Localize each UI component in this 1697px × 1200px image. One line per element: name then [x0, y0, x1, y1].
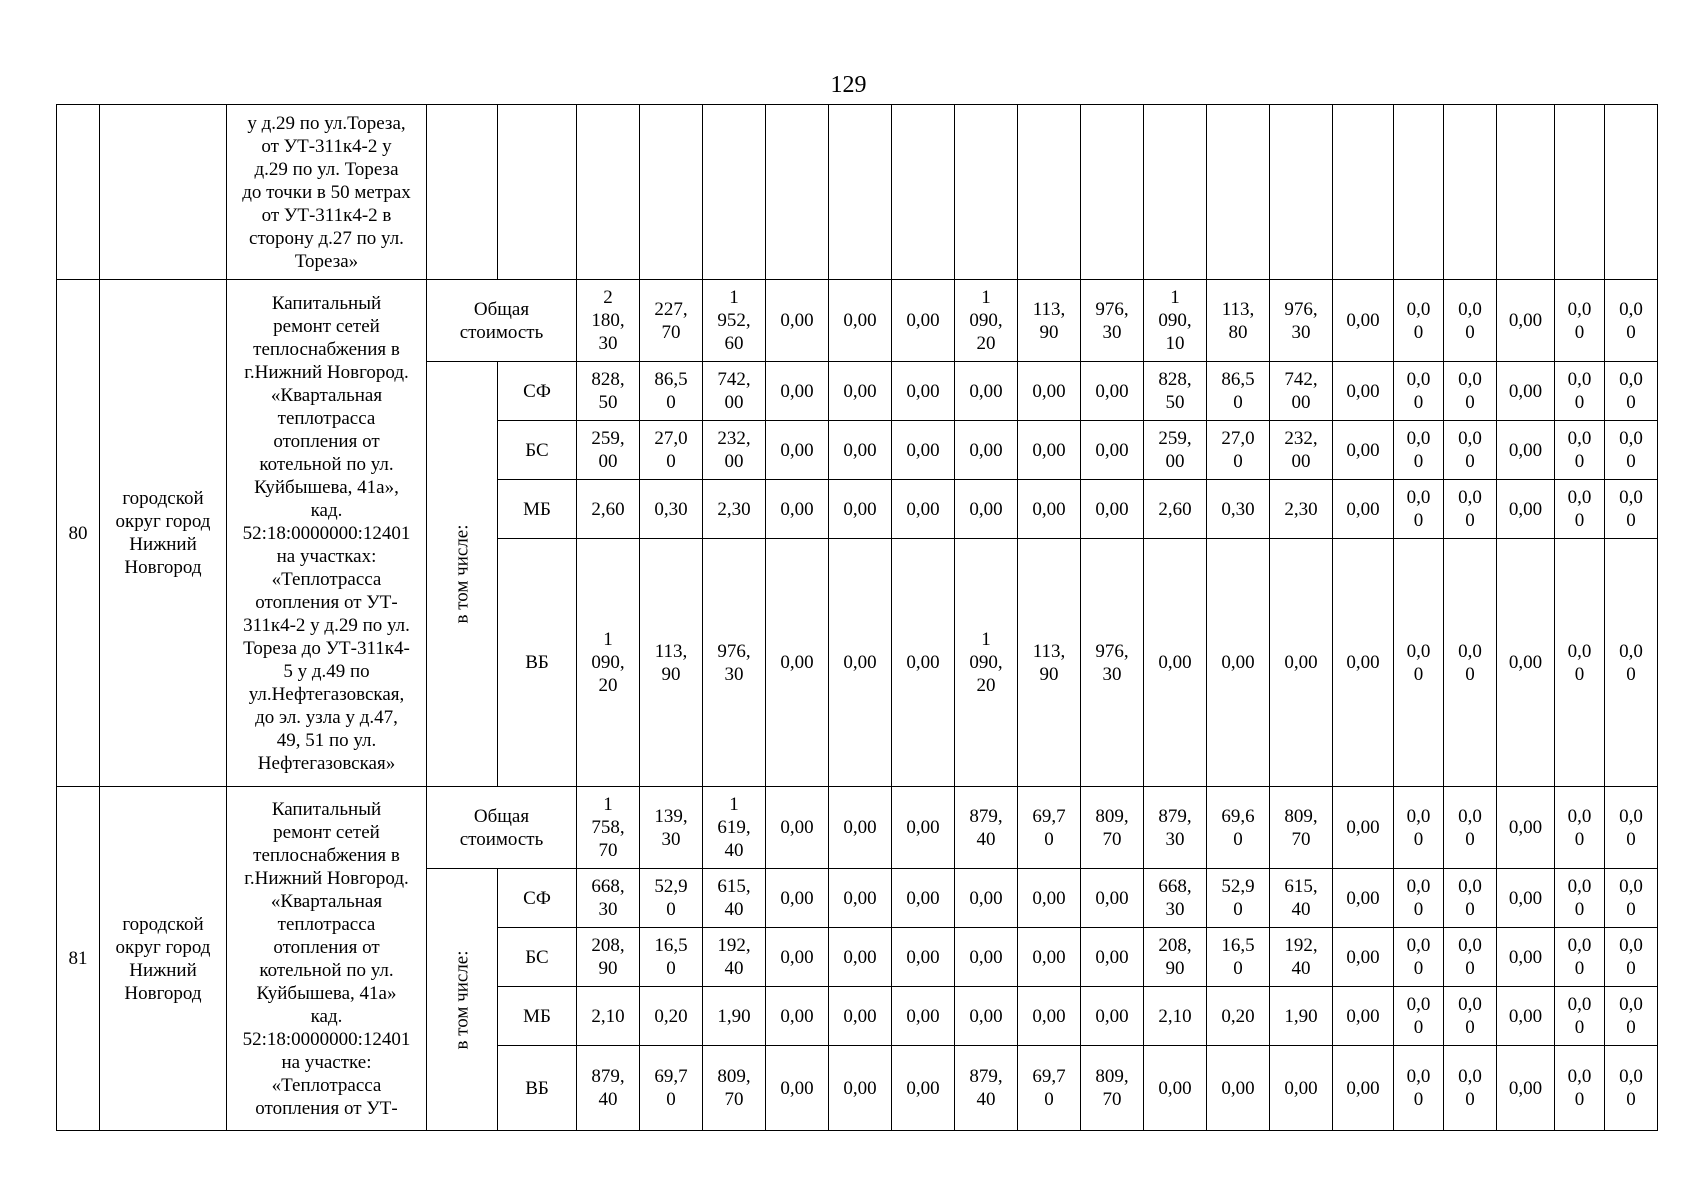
value-cell: 1 090, 20 — [577, 539, 640, 787]
value-cell: 0,0 0 — [1555, 421, 1605, 480]
value-cell: 27,0 0 — [640, 421, 703, 480]
value-cell — [577, 105, 640, 280]
value-cell: 0,00 — [1497, 787, 1555, 869]
value-cell: 0,00 — [892, 280, 955, 362]
value-cell: 69,7 0 — [1018, 1046, 1081, 1131]
value-cell: 0,00 — [1497, 987, 1555, 1046]
value-cell: 0,0 0 — [1394, 987, 1444, 1046]
budget-table — [56, 104, 1658, 1131]
value-cell: 0,00 — [1270, 1046, 1333, 1131]
value-cell: 0,0 0 — [1444, 869, 1497, 928]
value-cell: 0,00 — [892, 869, 955, 928]
value-cell — [1270, 105, 1333, 280]
value-cell: 0,0 0 — [1605, 928, 1658, 987]
value-cell — [1207, 105, 1270, 280]
value-cell: 0,00 — [766, 539, 829, 787]
value-cell — [1081, 105, 1144, 280]
value-cell: 259, 00 — [577, 421, 640, 480]
value-cell: 0,0 0 — [1605, 987, 1658, 1046]
continuation-row — [57, 105, 1658, 280]
value-cell: 0,0 0 — [1605, 480, 1658, 539]
value-cell — [1144, 105, 1207, 280]
value-cell: 0,0 0 — [1555, 987, 1605, 1046]
value-cell: 0,0 0 — [1444, 539, 1497, 787]
value-cell: 0,00 — [955, 869, 1018, 928]
value-cell: 1,90 — [703, 987, 766, 1046]
number-cell — [57, 105, 100, 280]
value-cell: 0,0 0 — [1605, 280, 1658, 362]
value-cell: 879, 40 — [955, 1046, 1018, 1131]
value-cell: 2,10 — [1144, 987, 1207, 1046]
value-cell: 0,00 — [1497, 480, 1555, 539]
value-cell: 0,0 0 — [1555, 539, 1605, 787]
value-cell — [829, 105, 892, 280]
value-cell: 0,00 — [1497, 421, 1555, 480]
value-cell: 0,0 0 — [1555, 280, 1605, 362]
value-cell: 0,00 — [892, 362, 955, 421]
value-cell — [1555, 105, 1605, 280]
value-cell: 227, 70 — [640, 280, 703, 362]
value-cell: 0,00 — [892, 480, 955, 539]
value-cell: 0,30 — [1207, 480, 1270, 539]
funding-source-label: БС — [498, 421, 577, 480]
value-cell: 879, 40 — [577, 1046, 640, 1131]
value-cell: 0,0 0 — [1444, 928, 1497, 987]
value-cell: 232, 00 — [703, 421, 766, 480]
value-cell: 0,00 — [1497, 539, 1555, 787]
value-cell: 1 090, 20 — [955, 539, 1018, 787]
value-cell: 0,00 — [955, 480, 1018, 539]
value-cell: 0,0 0 — [1605, 869, 1658, 928]
value-cell: 0,00 — [1333, 928, 1394, 987]
value-cell: 0,00 — [1018, 480, 1081, 539]
value-cell: 0,00 — [955, 362, 1018, 421]
value-cell: 809, 70 — [1270, 787, 1333, 869]
value-cell: 0,00 — [1018, 928, 1081, 987]
page-number: 129 — [830, 72, 867, 98]
value-cell — [1605, 105, 1658, 280]
value-cell: 0,0 0 — [1555, 362, 1605, 421]
value-cell: 0,00 — [1270, 539, 1333, 787]
value-cell — [955, 105, 1018, 280]
value-cell: 0,0 0 — [1444, 987, 1497, 1046]
value-cell: 27,0 0 — [1207, 421, 1270, 480]
value-cell: 879, 30 — [1144, 787, 1207, 869]
value-cell: 0,00 — [1333, 362, 1394, 421]
value-cell: 0,0 0 — [1555, 1046, 1605, 1131]
value-cell: 668, 30 — [577, 869, 640, 928]
value-cell: 0,00 — [1144, 1046, 1207, 1131]
value-cell: 0,0 0 — [1444, 421, 1497, 480]
value-cell: 0,0 0 — [1555, 928, 1605, 987]
value-cell: 0,00 — [829, 787, 892, 869]
value-cell: 86,5 0 — [640, 362, 703, 421]
value-cell: 0,00 — [829, 421, 892, 480]
value-cell: 828, 50 — [577, 362, 640, 421]
value-cell: 2,30 — [1270, 480, 1333, 539]
value-cell: 0,00 — [829, 280, 892, 362]
value-cell: 0,0 0 — [1605, 787, 1658, 869]
value-cell: 0,00 — [1497, 869, 1555, 928]
label-cell — [427, 105, 498, 280]
value-cell: 0,00 — [892, 928, 955, 987]
value-cell — [1497, 105, 1555, 280]
value-cell: 0,00 — [766, 280, 829, 362]
value-cell: 52,9 0 — [640, 869, 703, 928]
municipality-name: городской округ город Нижний Новгород — [100, 787, 227, 1131]
value-cell: 1,90 — [1270, 987, 1333, 1046]
value-cell: 1 758, 70 — [577, 787, 640, 869]
value-cell: 0,00 — [1207, 1046, 1270, 1131]
value-cell: 0,00 — [1497, 1046, 1555, 1131]
value-cell: 0,0 0 — [1555, 480, 1605, 539]
value-cell: 0,00 — [1333, 787, 1394, 869]
value-cell: 0,20 — [1207, 987, 1270, 1046]
value-cell: 113, 90 — [640, 539, 703, 787]
value-cell: 742, 00 — [1270, 362, 1333, 421]
value-cell — [766, 105, 829, 280]
entry-number: 80 — [57, 280, 100, 787]
funding-source-label: ВБ — [498, 539, 577, 787]
value-cell: 0,0 0 — [1444, 362, 1497, 421]
value-cell: 0,0 0 — [1394, 480, 1444, 539]
value-cell — [892, 105, 955, 280]
value-cell: 0,30 — [640, 480, 703, 539]
value-cell: 0,00 — [766, 362, 829, 421]
value-cell: 69,7 0 — [1018, 787, 1081, 869]
description-cell: у д.29 по ул.Тореза, от УТ-311к4-2 у д.29 по ул. Тореза до точки в 50 метрах от УТ-311к4-2 в сторону д.27 по ул. Тореза» — [227, 105, 427, 280]
project-description: Капитальный ремонт сетей теплоснабжения в г.Нижний Новгород. «Квартальная теплотрасса отопления от котельной по ул. Куйбышева, 41а» кад. 52:18:0000000:12401 на участке: «Теплотрасса отопления от УТ- — [227, 787, 427, 1131]
value-cell: 0,00 — [1081, 928, 1144, 987]
value-cell: 16,5 0 — [640, 928, 703, 987]
value-cell: 0,00 — [892, 421, 955, 480]
including-label-cell — [427, 869, 498, 1131]
funding-source-label: СФ — [498, 869, 577, 928]
value-cell: 1 090, 10 — [1144, 280, 1207, 362]
value-cell: 0,00 — [1081, 869, 1144, 928]
value-cell: 0,00 — [1018, 869, 1081, 928]
value-cell: 0,0 0 — [1605, 1046, 1658, 1131]
value-cell: 0,0 0 — [1605, 421, 1658, 480]
value-cell: 0,00 — [766, 421, 829, 480]
value-cell: 809, 70 — [703, 1046, 766, 1131]
value-cell: 0,00 — [766, 987, 829, 1046]
value-cell: 2 180, 30 — [577, 280, 640, 362]
value-cell: 0,0 0 — [1394, 421, 1444, 480]
value-cell: 192, 40 — [703, 928, 766, 987]
value-cell: 0,00 — [1081, 421, 1144, 480]
value-cell: 0,0 0 — [1394, 869, 1444, 928]
value-cell: 113, 90 — [1018, 280, 1081, 362]
entry-number: 81 — [57, 787, 100, 1131]
value-cell: 0,00 — [766, 480, 829, 539]
funding-source-label: МБ — [498, 987, 577, 1046]
value-cell: 0,00 — [829, 869, 892, 928]
value-cell: 1 952, 60 — [703, 280, 766, 362]
value-cell: 0,0 0 — [1394, 1046, 1444, 1131]
value-cell: 2,10 — [577, 987, 640, 1046]
total-label: Общая стоимость — [427, 280, 577, 362]
value-cell: 69,6 0 — [1207, 787, 1270, 869]
value-cell: 0,00 — [829, 539, 892, 787]
value-cell: 0,00 — [1018, 362, 1081, 421]
value-cell: 0,00 — [766, 787, 829, 869]
value-cell: 0,00 — [892, 987, 955, 1046]
value-cell: 0,00 — [1333, 421, 1394, 480]
value-cell — [1394, 105, 1444, 280]
value-cell: 976, 30 — [1270, 280, 1333, 362]
value-cell: 879, 40 — [955, 787, 1018, 869]
value-cell: 0,00 — [1333, 480, 1394, 539]
value-cell: 615, 40 — [1270, 869, 1333, 928]
including-label: в том числе: — [451, 524, 473, 624]
value-cell: 0,0 0 — [1555, 787, 1605, 869]
value-cell: 0,00 — [1207, 539, 1270, 787]
value-cell: 16,5 0 — [1207, 928, 1270, 987]
value-cell: 2,60 — [577, 480, 640, 539]
value-cell: 2,60 — [1144, 480, 1207, 539]
value-cell: 809, 70 — [1081, 1046, 1144, 1131]
table-body — [57, 105, 1658, 1131]
including-label-cell — [427, 362, 498, 787]
value-cell: 0,00 — [1497, 362, 1555, 421]
value-cell — [1018, 105, 1081, 280]
value-cell: 208, 90 — [577, 928, 640, 987]
funding-source-label: ВБ — [498, 1046, 577, 1131]
value-cell: 2,30 — [703, 480, 766, 539]
value-cell: 0,0 0 — [1394, 280, 1444, 362]
value-cell: 0,00 — [1333, 539, 1394, 787]
value-cell: 0,00 — [829, 1046, 892, 1131]
value-cell: 0,0 0 — [1394, 928, 1444, 987]
value-cell: 0,0 0 — [1394, 362, 1444, 421]
value-cell — [498, 105, 577, 280]
value-cell: 0,0 0 — [1444, 787, 1497, 869]
value-cell: 113, 90 — [1018, 539, 1081, 787]
value-cell: 232, 00 — [1270, 421, 1333, 480]
value-cell: 0,00 — [1333, 280, 1394, 362]
value-cell: 1 619, 40 — [703, 787, 766, 869]
value-cell: 0,00 — [1144, 539, 1207, 787]
value-cell: 139, 30 — [640, 787, 703, 869]
value-cell: 0,00 — [1333, 987, 1394, 1046]
municipality-name: городской округ город Нижний Новгород — [100, 280, 227, 787]
funding-source-label: БС — [498, 928, 577, 987]
value-cell: 0,20 — [640, 987, 703, 1046]
value-cell: 668, 30 — [1144, 869, 1207, 928]
value-cell: 0,0 0 — [1605, 362, 1658, 421]
value-cell: 52,9 0 — [1207, 869, 1270, 928]
value-cell: 0,00 — [1497, 928, 1555, 987]
value-cell: 976, 30 — [1081, 280, 1144, 362]
value-cell: 0,00 — [829, 928, 892, 987]
funding-source-label: МБ — [498, 480, 577, 539]
value-cell: 0,00 — [1333, 869, 1394, 928]
value-cell: 0,00 — [829, 362, 892, 421]
value-cell: 0,00 — [955, 421, 1018, 480]
value-cell — [640, 105, 703, 280]
value-cell: 192, 40 — [1270, 928, 1333, 987]
value-cell: 1 090, 20 — [955, 280, 1018, 362]
value-cell: 0,0 0 — [1555, 869, 1605, 928]
value-cell: 0,00 — [1081, 987, 1144, 1046]
value-cell: 0,0 0 — [1605, 539, 1658, 787]
value-cell: 259, 00 — [1144, 421, 1207, 480]
value-cell: 976, 30 — [703, 539, 766, 787]
value-cell — [1444, 105, 1497, 280]
including-label: в том числе: — [451, 949, 473, 1050]
value-cell: 742, 00 — [703, 362, 766, 421]
value-cell: 69,7 0 — [640, 1046, 703, 1131]
value-cell: 86,5 0 — [1207, 362, 1270, 421]
value-cell: 615, 40 — [703, 869, 766, 928]
value-cell: 0,00 — [892, 787, 955, 869]
value-cell: 0,00 — [955, 928, 1018, 987]
value-cell: 113, 80 — [1207, 280, 1270, 362]
value-cell: 0,0 0 — [1444, 480, 1497, 539]
value-cell: 0,0 0 — [1444, 280, 1497, 362]
value-cell: 0,00 — [829, 480, 892, 539]
value-cell: 0,00 — [1333, 1046, 1394, 1131]
value-cell: 0,00 — [766, 1046, 829, 1131]
value-cell: 0,00 — [892, 1046, 955, 1131]
value-cell — [703, 105, 766, 280]
value-cell: 0,00 — [1081, 362, 1144, 421]
value-cell: 0,0 0 — [1444, 1046, 1497, 1131]
value-cell: 0,0 0 — [1394, 539, 1444, 787]
value-cell: 0,00 — [766, 869, 829, 928]
value-cell: 0,0 0 — [1394, 787, 1444, 869]
value-cell: 208, 90 — [1144, 928, 1207, 987]
value-cell: 0,00 — [1018, 421, 1081, 480]
value-cell: 0,00 — [955, 987, 1018, 1046]
project-description: Капитальный ремонт сетей теплоснабжения в г.Нижний Новгород. «Квартальная теплотрасса отопления от котельной по ул. Куйбышева, 41а», кад. 52:18:0000000:12401 на участках: «Теплотрасса отопления от УТ- 311к4-2 у д.29 по ул. Тореза до УТ-311к4- 5 у д.49 по ул.Нефтегазовская, до эл. узла у д.47, 49, 51 по ул. Нефтегазовская» — [227, 280, 427, 787]
value-cell: 828, 50 — [1144, 362, 1207, 421]
value-cell: 0,00 — [766, 928, 829, 987]
value-cell: 0,00 — [829, 987, 892, 1046]
value-cell: 0,00 — [1081, 480, 1144, 539]
value-cell — [1333, 105, 1394, 280]
funding-source-label: СФ — [498, 362, 577, 421]
municipality-cell — [100, 105, 227, 280]
value-cell: 0,00 — [892, 539, 955, 787]
value-cell: 809, 70 — [1081, 787, 1144, 869]
value-cell: 0,00 — [1497, 280, 1555, 362]
value-cell: 976, 30 — [1081, 539, 1144, 787]
total-label: Общая стоимость — [427, 787, 577, 869]
total-row — [57, 280, 1658, 362]
total-row — [57, 787, 1658, 869]
value-cell: 0,00 — [1018, 987, 1081, 1046]
